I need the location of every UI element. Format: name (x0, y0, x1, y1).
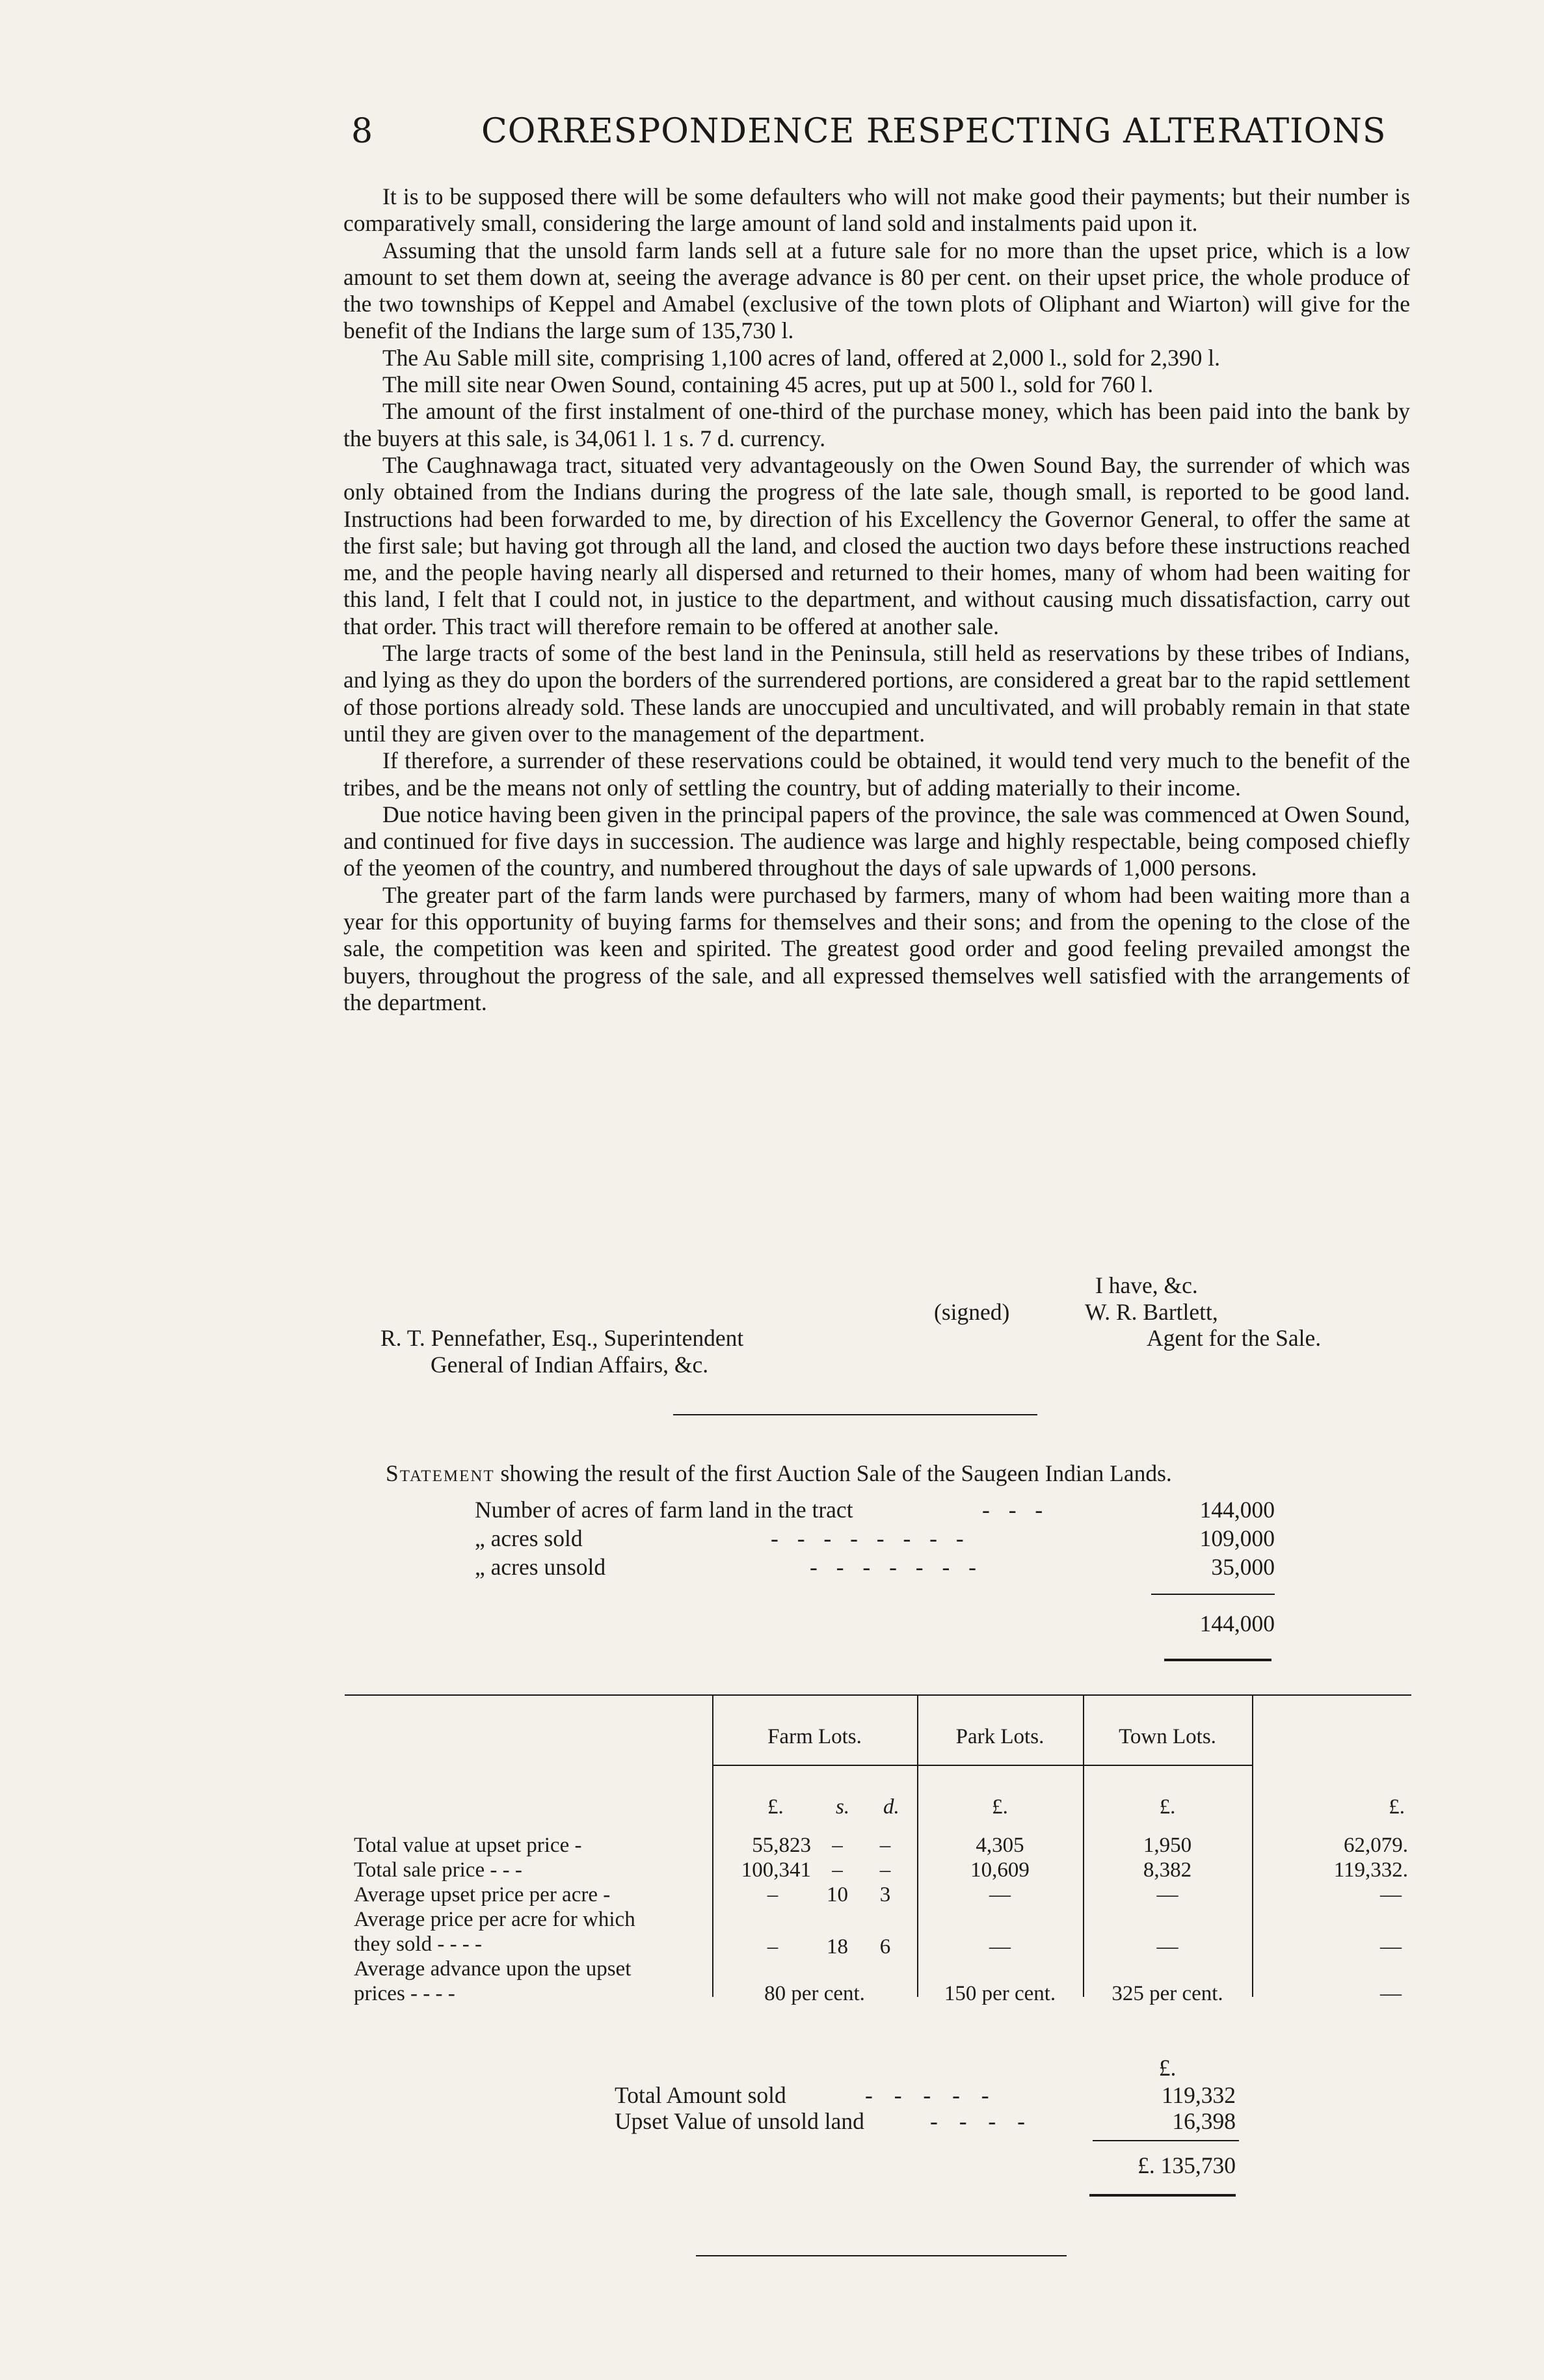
header-rule (712, 1765, 1252, 1766)
paragraph: The mill site near Owen Sound, containing 45 acres, put up at 500 l., sold for 760 l. (382, 371, 1154, 398)
unit-label: £. (1389, 1795, 1405, 1819)
total-value: — (1380, 1883, 1402, 1906)
list-item (615, 2081, 1239, 2107)
summary-unit: £. (1158, 2055, 1177, 2081)
acreage-total: 144,000 (1199, 1611, 1275, 1637)
acreage-label: Number of acres of farm land in the tract (475, 1497, 853, 1523)
column-header: Farm Lots. (767, 1725, 862, 1748)
column-header: Park Lots. (955, 1725, 1045, 1748)
acreage-label: „ acres unsold (475, 1554, 606, 1580)
page-header (351, 112, 1418, 157)
sum-rule (1093, 2140, 1239, 2141)
paragraph: Assuming that the unsold farm lands sell at a future sale for no more than the upset price, which is a low amount to set them down at, seeing the average advance is 80 per cent. on their upset price, the whole produce of the two townships of Keppel and Amabel (exclusive of the town plots of Oliphant and Wiarton) will give for the benefit of the Indians the large sum of 135,730 l. (343, 237, 1410, 344)
summary-label: Upset Value of unsold land (615, 2108, 864, 2134)
list-item (475, 1525, 1275, 1553)
addressee-line-2: General of Indian Affairs, &c. (431, 1352, 709, 1378)
farm-pounds: 100,341 (741, 1858, 811, 1882)
acreage-value: 35,000 (1211, 1554, 1275, 1580)
farm-pounds: – (767, 1883, 779, 1906)
park-value: 10,609 (970, 1858, 1030, 1882)
farm-pence: – (879, 1834, 891, 1857)
unit-label: £. (1159, 1795, 1176, 1819)
paragraph: The large tracts of some of the best land in the Peninsula, still held as reservations by these tribes of Indians, and lying as they do upon the borders of the surrendered portions, are considered a great bar to the rapid settlement of those portions already sold. These lands are unoccupied and uncultivated, and will probably remain in that state until they are given over to the management of the department. (343, 640, 1410, 747)
farm-pence: – (879, 1858, 891, 1882)
row-label-continued: they sold - - - - (354, 1932, 483, 1956)
summary-label: Total Amount sold (615, 2082, 786, 2108)
paragraph: The greater part of the farm lands were purchased by farmers, many of whom had been waiting more than a year for this opportunity of buying farms for themselves and their sons; and from the opening to the close of the sale, the competition was keen and spirited. The greatest good order and good feeling prevailed amongst the buyers, throughout the progress of the sale, and all expressed themselves well satisfied with the arrangements of the department. (343, 881, 1410, 1015)
row-label-continued: prices - - - - (354, 1982, 455, 2005)
total-value: 119,332. (1333, 1858, 1408, 1882)
acreage-value: 144,000 (1199, 1497, 1275, 1523)
running-title: CORRESPONDENCE RESPECTING ALTERATIONS (481, 112, 1387, 151)
row-label: Average upset price per acre - (354, 1883, 611, 1906)
town-value: — (1156, 1935, 1178, 1959)
farm-pounds: 55,823 (752, 1834, 811, 1857)
paragraph: The Au Sable mill site, comprising 1,100 acres of land, offered at 2,000 l., sold for 2,390 l. (382, 344, 1220, 371)
leader-dashes: - - - (982, 1497, 1050, 1523)
summary-value: 119,332 (1161, 2082, 1236, 2108)
leader-dashes: - - - - - - - (810, 1554, 983, 1580)
leader-dashes: - - - - - - - - (771, 1525, 970, 1551)
farm-pence: 3 (879, 1883, 891, 1906)
town-value: 1,950 (1143, 1834, 1192, 1857)
unit-label: d. (883, 1795, 899, 1819)
statement-title-rest: showing the result of the first Auction Sale of the Saugeen Indian Lands. (494, 1460, 1172, 1486)
row-label: Total sale price - - - (354, 1858, 522, 1882)
closing-line: I have, &c. (1095, 1272, 1198, 1298)
farm-shillings: – (832, 1858, 843, 1882)
list-item (475, 1496, 1275, 1525)
paragraph: The Caughnawaga tract, situated very advantageously on the Owen Sound Bay, the surrender of which was only obtained from the Indians during the progress of the late sale, though small, is reported to be good land. Instructions had been forwarded to me, by direction of his Excellency the Governor General, to offer the same at the first sale; but having got through all the land, and closed the auction two days before these instructions reached me, and the people having nearly all dispersed and returned to their homes, many of whom had been waiting for this land, I felt that I could not, in justice to the department, and without causing much dissatisfaction, carry out that order. This tract will therefore remain to be offered at another sale. (343, 451, 1410, 639)
statement-title-lead: Statement (386, 1460, 495, 1486)
addressee-line-1: R. T. Pennefather, Esq., Superintendent (380, 1325, 744, 1351)
park-value: 150 per cent. (944, 1982, 1056, 2005)
section-divider (673, 1414, 1037, 1415)
town-value: 8,382 (1143, 1858, 1192, 1882)
paragraph: If therefore, a surrender of these reservations could be obtained, it would tend very much to the benefit of the tribes, and be the means not only of settling the country, but of adding materially to their income. (343, 747, 1410, 801)
farm-advance: 80 per cent. (764, 1982, 865, 2005)
farm-shillings: – (832, 1834, 843, 1857)
town-value: — (1156, 1883, 1178, 1906)
park-value: — (989, 1883, 1011, 1906)
unit-label: £. (767, 1795, 784, 1819)
column-header: Town Lots. (1119, 1725, 1216, 1748)
farm-shillings: 18 (827, 1935, 848, 1959)
page-number: 8 (351, 112, 373, 151)
town-value: 325 per cent. (1111, 1982, 1223, 2005)
signatory-name: W. R. Bartlett, (1085, 1299, 1218, 1325)
farm-pounds: – (767, 1935, 779, 1959)
paragraph: Due notice having been given in the principal papers of the province, the sale was commenced at Owen Sound, and continued for five days in succession. The audience was large and highly respectable, being composed chiefly of the yeomen of the country, and numbered throughout the days of sale upwards of 1,000 persons. (343, 801, 1410, 881)
paragraph: It is to be supposed there will be some defaulters who will not make good their payments; but their number is comparatively small, considering the large amount of land sold and instalments paid upon it. (343, 183, 1410, 237)
summary-value: 16,398 (1172, 2108, 1236, 2134)
sum-rule (1151, 1594, 1275, 1595)
park-value: 4,305 (976, 1834, 1024, 1857)
leader-dashes: - - - - (930, 2108, 1033, 2134)
unit-label: £. (992, 1795, 1008, 1819)
acreage-value: 109,000 (1199, 1525, 1275, 1551)
farm-pence: 6 (879, 1935, 891, 1959)
letter-body (343, 183, 1410, 1016)
summary-total: £. 135,730 (1138, 2152, 1236, 2178)
total-value: — (1380, 1935, 1402, 1959)
list-item (615, 2107, 1239, 2133)
park-value: — (989, 1935, 1011, 1959)
total-value: 62,079. (1344, 1834, 1408, 1857)
acreage-label: „ acres sold (475, 1525, 583, 1551)
row-label: Average price per acre for which (354, 1908, 635, 1931)
table-top-rule (345, 1694, 1411, 1696)
acreage-list (475, 1496, 1275, 1637)
row-label: Average advance upon the upset (354, 1957, 632, 1981)
list-item (475, 1553, 1275, 1582)
leader-dashes: - - - - - (865, 2082, 997, 2108)
signatory-role: Agent for the Sale. (1147, 1325, 1322, 1351)
unit-label: s. (836, 1795, 850, 1819)
farm-shillings: 10 (827, 1883, 848, 1906)
paragraph: The amount of the first instalment of one-third of the purchase money, which has been paid into the bank by the buyers at this sale, is 34,061 l. 1 s. 7 d. currency. (343, 398, 1410, 451)
signed-note: (signed) (934, 1299, 1010, 1325)
bottom-divider (696, 2255, 1067, 2256)
total-value: — (1380, 1982, 1402, 2005)
row-label: Total value at upset price - (354, 1834, 582, 1857)
statement-title (386, 1460, 1172, 1487)
double-rule (1089, 2194, 1236, 2197)
double-rule (1164, 1659, 1271, 1661)
